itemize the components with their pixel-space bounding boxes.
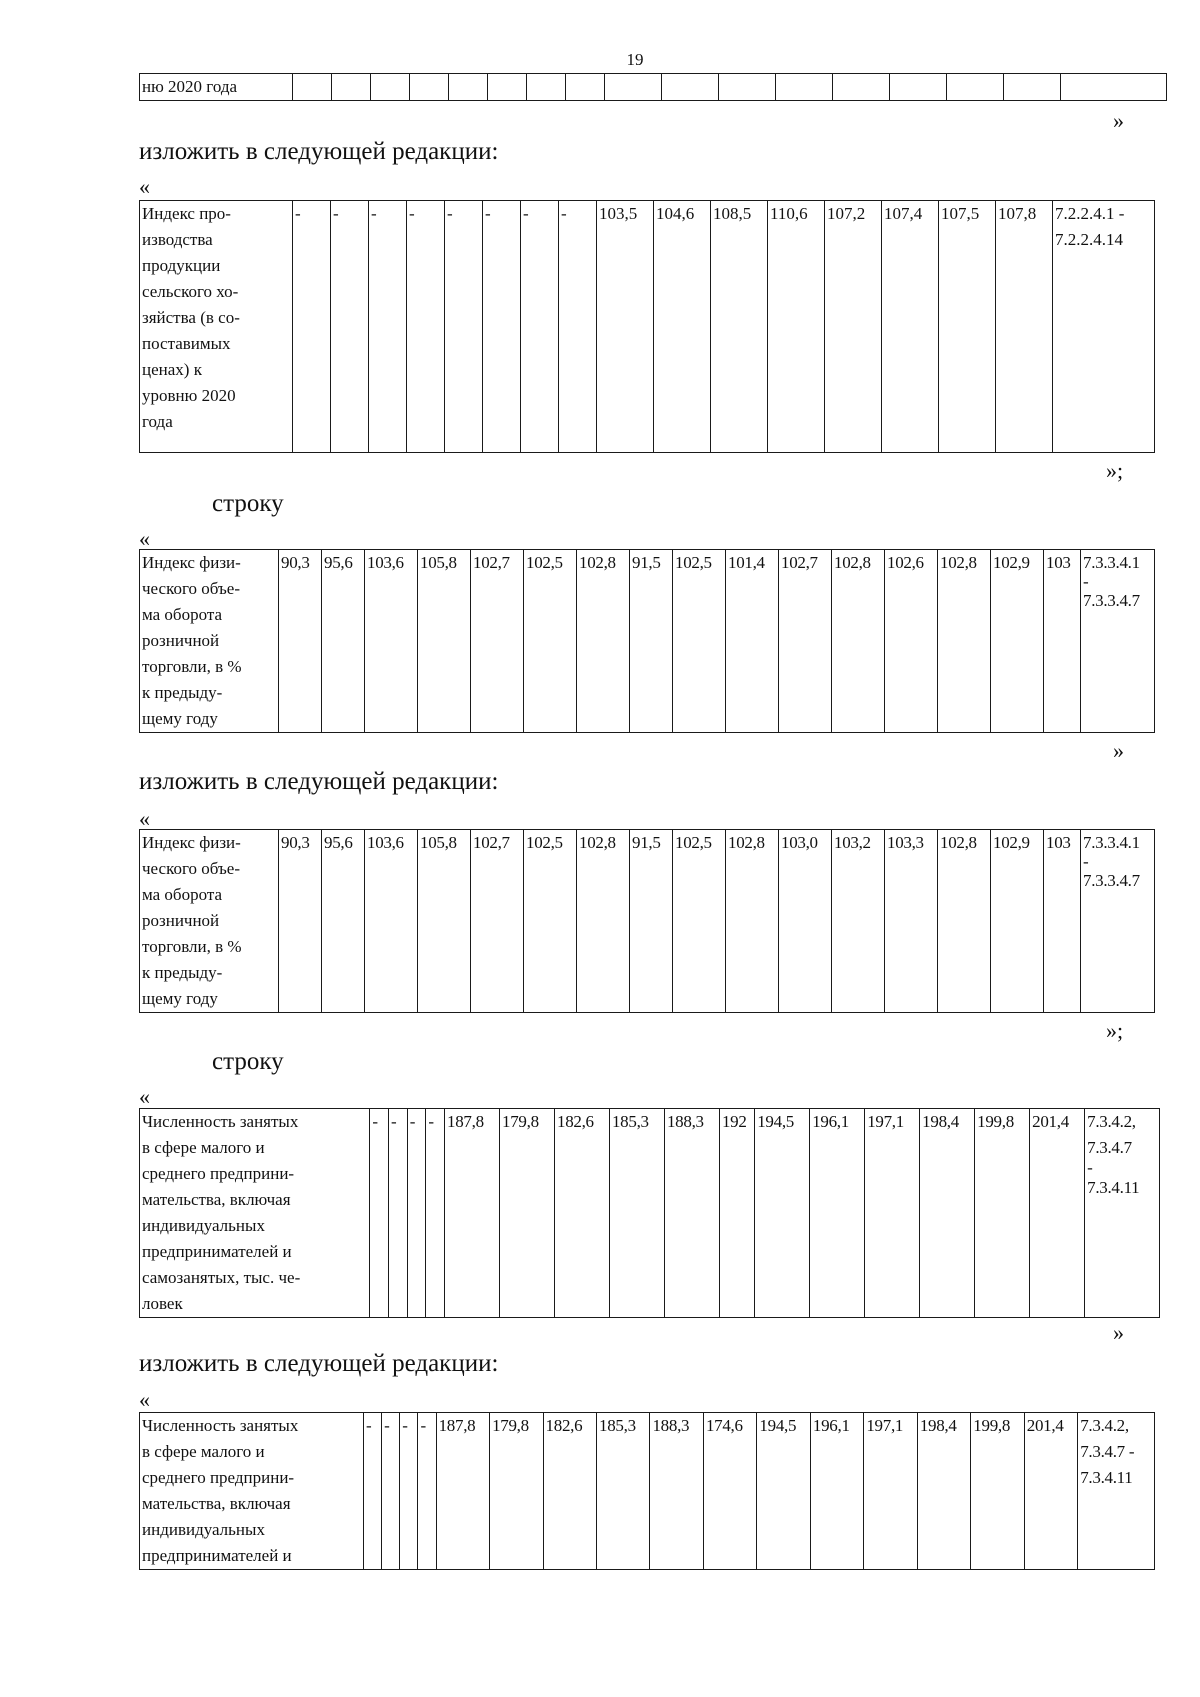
label-line: самозанятых, тыс. че- (142, 1268, 301, 1287)
code-cell (1078, 1413, 1155, 1570)
label-line: ческого объе- (142, 579, 240, 598)
table-cell (488, 74, 527, 101)
label-line: сельского хо- (142, 282, 239, 301)
value-cell: 102,9 (991, 830, 1044, 1013)
code-line: 7.3.3.4.1 (1083, 553, 1140, 572)
value-cell: 194,5 (755, 1109, 810, 1318)
open-quote: « (139, 526, 150, 551)
table-top-fragment (139, 73, 1167, 101)
value-cell: 179,8 (500, 1109, 555, 1318)
label-line: среднего предприни- (142, 1164, 295, 1183)
value-cell: - (521, 201, 559, 453)
table-cell (719, 74, 776, 101)
label-line: зяйства (в со- (142, 308, 240, 327)
value-cell: 102,8 (938, 550, 991, 733)
value-cell: 102,8 (938, 830, 991, 1013)
value-cell: 110,6 (768, 201, 825, 453)
value-cell: 198,4 (920, 1109, 975, 1318)
value-cell: 90,3 (279, 830, 322, 1013)
value-cell: - (483, 201, 521, 453)
code-line: 7.3.4.7 (1087, 1138, 1132, 1157)
value-cell: 194,5 (757, 1413, 810, 1570)
value-cell: 102,8 (832, 550, 885, 733)
value-cell: - (418, 1413, 436, 1570)
value-cell: 192 (719, 1109, 754, 1318)
label-line: торговли, в % (142, 937, 242, 956)
value-cell: - (382, 1413, 400, 1570)
table-cell (605, 74, 662, 101)
code-line: - (1083, 572, 1089, 591)
table-sme-new (139, 1412, 1155, 1570)
value-cell: 102,5 (673, 550, 726, 733)
phrase-row: строку (212, 1048, 284, 1075)
code-cell (1053, 201, 1155, 453)
label-line: розничной (142, 631, 220, 650)
value-cell: 102,8 (577, 830, 630, 1013)
code-line: 7.3.4.2, (1080, 1416, 1129, 1435)
value-cell: 185,3 (597, 1413, 650, 1570)
row-label (140, 1109, 370, 1318)
label-line: индивидуальных (142, 1520, 265, 1539)
close-quote-semicolon: »; (1106, 1018, 1124, 1043)
label-line: среднего предприни- (142, 1468, 295, 1487)
close-quote: » (1113, 108, 1124, 133)
value-cell: 102,8 (577, 550, 630, 733)
table-cell (662, 74, 719, 101)
label-line: ценах) к (142, 360, 202, 379)
label-line: щему году (142, 709, 218, 728)
label-line: розничной (142, 911, 220, 930)
open-quote: « (139, 1387, 150, 1412)
code-line: 7.3.4.11 (1080, 1468, 1133, 1487)
row-label (140, 830, 279, 1013)
value-cell: 188,3 (664, 1109, 719, 1318)
table-cell (1061, 74, 1167, 101)
value-cell: 105,8 (418, 550, 471, 733)
table-retail-new (139, 829, 1155, 1013)
value-cell: 107,5 (939, 201, 996, 453)
table-retail-old (139, 549, 1155, 733)
value-cell: - (400, 1413, 418, 1570)
label-line: Индекс про- (142, 204, 231, 223)
value-cell: 107,2 (825, 201, 882, 453)
label-line: уровню 2020 (142, 386, 236, 405)
row-label (140, 1413, 364, 1570)
value-cell: - (407, 1109, 426, 1318)
table-cell (332, 74, 371, 101)
row-label (140, 550, 279, 733)
value-cell: 101,4 (726, 550, 779, 733)
value-cell: 187,8 (445, 1109, 500, 1318)
code-line: 7.3.3.4.7 (1083, 591, 1140, 610)
label-line: к предыду- (142, 963, 223, 982)
label-line: щему году (142, 989, 218, 1008)
value-cell: 197,1 (865, 1109, 920, 1318)
label-line: в сфере малого и (142, 1138, 265, 1157)
code-line: - (1087, 1158, 1093, 1177)
value-cell: 182,6 (555, 1109, 610, 1318)
label-line: продукции (142, 256, 221, 275)
label-line: ма оборота (142, 885, 223, 904)
value-cell: - (331, 201, 369, 453)
value-cell: 105,8 (418, 830, 471, 1013)
value-cell: - (559, 201, 597, 453)
code-line: 7.2.2.4.14 (1055, 230, 1123, 249)
code-cell (1081, 550, 1155, 733)
value-cell: 102,6 (885, 550, 938, 733)
value-cell: 102,8 (726, 830, 779, 1013)
value-cell: 196,1 (810, 1109, 865, 1318)
value-cell: - (389, 1109, 408, 1318)
code-line: 7.3.4.2, (1087, 1112, 1136, 1131)
table-sme-old (139, 1108, 1160, 1318)
value-cell: 91,5 (630, 550, 673, 733)
value-cell: 107,4 (882, 201, 939, 453)
value-cell: 103,5 (597, 201, 654, 453)
value-cell: 187,8 (436, 1413, 489, 1570)
table-cell (566, 74, 605, 101)
value-cell: 102,7 (779, 550, 832, 733)
code-line: 7.3.4.7 - (1080, 1442, 1135, 1461)
label-line: предпринимателей и (142, 1546, 292, 1565)
open-quote: « (139, 1084, 150, 1109)
label-line: к предыду- (142, 683, 223, 702)
value-cell: 102,5 (524, 550, 577, 733)
value-cell: 103,2 (832, 830, 885, 1013)
code-line: 7.2.2.4.1 - (1055, 204, 1125, 223)
label-line: Индекс физи- (142, 833, 241, 852)
row-label (140, 201, 293, 453)
value-cell: 95,6 (322, 550, 365, 733)
phrase-edit: изложить в следующей редакции: (139, 138, 499, 165)
value-cell: 95,6 (322, 830, 365, 1013)
phrase-edit: изложить в следующей редакции: (139, 1350, 499, 1377)
code-line: 7.3.4.11 (1087, 1178, 1140, 1197)
open-quote: « (139, 174, 150, 199)
label-line: ма оборота (142, 605, 223, 624)
label-line: торговли, в % (142, 657, 242, 676)
label-line: мательства, включая (142, 1494, 291, 1513)
table-cell (449, 74, 488, 101)
value-cell: 179,8 (490, 1413, 543, 1570)
code-line: 7.3.3.4.1 (1083, 833, 1140, 852)
label-line: Индекс физи- (142, 553, 241, 572)
value-cell: 198,4 (917, 1413, 970, 1570)
value-cell: 201,4 (1024, 1413, 1077, 1570)
code-line: 7.3.3.4.7 (1083, 871, 1140, 890)
page-number: 19 (626, 50, 644, 69)
value-cell: 102,5 (673, 830, 726, 1013)
fragment-label: ню 2020 года (140, 74, 293, 101)
value-cell: 201,4 (1030, 1109, 1085, 1318)
phrase-edit: изложить в следующей редакции: (139, 768, 499, 795)
table-cell (947, 74, 1004, 101)
value-cell: 185,3 (609, 1109, 664, 1318)
value-cell: 182,6 (543, 1413, 596, 1570)
value-cell: - (293, 201, 331, 453)
table-cell (1004, 74, 1061, 101)
value-cell: - (426, 1109, 445, 1318)
value-cell: - (363, 1413, 381, 1570)
label-line: изводства (142, 230, 213, 249)
value-cell: 188,3 (650, 1413, 703, 1570)
value-cell: 107,8 (996, 201, 1053, 453)
code-line: - (1083, 852, 1089, 871)
label-line: предпринимателей и (142, 1242, 292, 1261)
value-cell: 102,7 (471, 830, 524, 1013)
table-cell (371, 74, 410, 101)
label-line: индивидуальных (142, 1216, 265, 1235)
value-cell: 91,5 (630, 830, 673, 1013)
value-cell: - (445, 201, 483, 453)
table-agri-new (139, 200, 1155, 453)
value-cell: 102,5 (524, 830, 577, 1013)
value-cell: 103,0 (779, 830, 832, 1013)
phrase-row: строку (212, 490, 284, 517)
value-cell: 104,6 (654, 201, 711, 453)
value-cell: 103 (1044, 830, 1081, 1013)
value-cell: - (407, 201, 445, 453)
value-cell: 90,3 (279, 550, 322, 733)
value-cell: 174,6 (703, 1413, 756, 1570)
value-cell: 103,6 (365, 550, 418, 733)
table-cell (293, 74, 332, 101)
value-cell: 103,3 (885, 830, 938, 1013)
label-line: в сфере малого и (142, 1442, 265, 1461)
table-cell (410, 74, 449, 101)
value-cell: 196,1 (810, 1413, 863, 1570)
label-line: ловек (142, 1294, 183, 1313)
value-cell: 108,5 (711, 201, 768, 453)
table-cell (833, 74, 890, 101)
code-cell (1085, 1109, 1160, 1318)
close-quote-semicolon: »; (1106, 458, 1124, 483)
close-quote: » (1113, 738, 1124, 763)
value-cell: - (369, 201, 407, 453)
table-cell (776, 74, 833, 101)
table-cell (890, 74, 947, 101)
value-cell: 103,6 (365, 830, 418, 1013)
label-line: поставимых (142, 334, 231, 353)
value-cell: 197,1 (864, 1413, 917, 1570)
value-cell: - (370, 1109, 389, 1318)
label-line: года (142, 412, 173, 431)
close-quote: » (1113, 1320, 1124, 1345)
value-cell: 199,8 (971, 1413, 1024, 1570)
label-line: Численность занятых (142, 1112, 299, 1131)
label-line: мательства, включая (142, 1190, 291, 1209)
label-line: ческого объе- (142, 859, 240, 878)
label-line: Численность занятых (142, 1416, 299, 1435)
value-cell: 103 (1044, 550, 1081, 733)
code-cell (1081, 830, 1155, 1013)
value-cell: 102,9 (991, 550, 1044, 733)
value-cell: 102,7 (471, 550, 524, 733)
open-quote: « (139, 806, 150, 831)
table-cell (527, 74, 566, 101)
value-cell: 199,8 (975, 1109, 1030, 1318)
